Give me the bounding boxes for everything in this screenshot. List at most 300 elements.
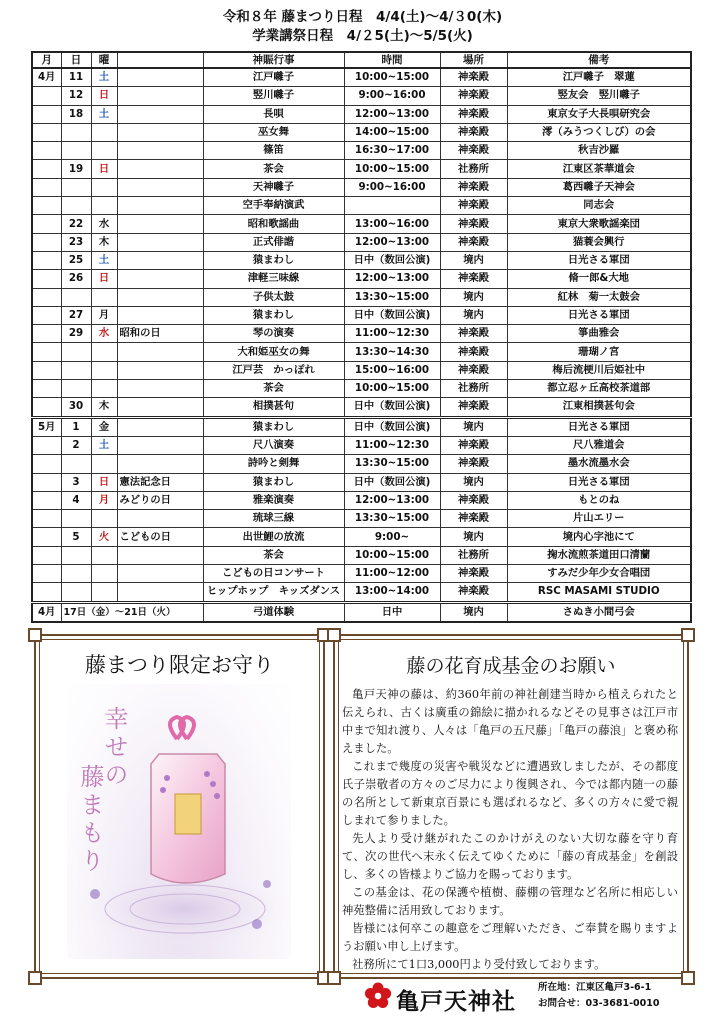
time-cell: 9:00~16:00	[344, 178, 440, 196]
column-header: 備考	[507, 52, 691, 68]
month-cell	[32, 565, 61, 583]
holiday-cell	[117, 123, 203, 141]
plum-crest-icon	[364, 982, 392, 1010]
month-cell	[32, 361, 61, 379]
event-cell: 子供太鼓	[203, 288, 344, 306]
place-cell: 神楽殿	[440, 142, 507, 160]
weekday-cell: 月	[91, 306, 117, 324]
time-cell: 13:00~16:00	[344, 215, 440, 233]
weekday-cell	[91, 288, 117, 306]
table-row	[32, 160, 691, 178]
gakugyo-festival-schedule-title: 学業講祭日程 4/２5(土)～5/5(火)	[252, 28, 473, 44]
month-cell	[32, 215, 61, 233]
holiday-cell	[117, 398, 203, 417]
time-cell: 11:00~12:30	[344, 436, 440, 454]
time-cell: 15:00~16:00	[344, 361, 440, 379]
place-cell: 神楽殿	[440, 361, 507, 379]
day-cell	[61, 380, 91, 398]
fund-paragraph: 皆様には何卒この趣意をご理解いただき、ご奉賛を賜りますようお願い申し上げます。	[342, 922, 678, 953]
note-cell: 日光さる軍団	[507, 306, 691, 324]
table-row	[32, 197, 691, 215]
day-cell	[61, 361, 91, 379]
holiday-cell	[117, 288, 203, 306]
table-row	[32, 380, 691, 398]
day-cell	[61, 510, 91, 528]
table-row	[32, 270, 691, 288]
note-cell: すみだ少年少女合唱団	[507, 565, 691, 583]
holiday-cell	[117, 436, 203, 454]
time-cell: 9:00~16:00	[344, 87, 440, 105]
month-cell	[32, 105, 61, 123]
day-cell: 18	[61, 105, 91, 123]
time-cell: 12:00~13:00	[344, 270, 440, 288]
place-cell: 神楽殿	[440, 455, 507, 473]
event-cell: 猿まわし	[203, 251, 344, 269]
event-cell: 津軽三味線	[203, 270, 344, 288]
event-cell: 弓道体験	[203, 602, 344, 622]
holiday-cell: 昭和の日	[117, 325, 203, 343]
day-cell: 29	[61, 325, 91, 343]
note-cell: 脩一郎&大地	[507, 270, 691, 288]
weekday-cell	[91, 380, 117, 398]
day-cell	[61, 123, 91, 141]
holiday-cell	[117, 361, 203, 379]
fund-paragraph: 社務所にて1口3,000円より受付致しております。	[352, 958, 606, 971]
day-cell: 5	[61, 528, 91, 546]
time-cell: 日中（数回公演)	[344, 473, 440, 491]
note-cell: 東京大衆歌謡楽団	[507, 215, 691, 233]
holiday-cell: こどもの日	[117, 528, 203, 546]
month-cell	[32, 583, 61, 602]
place-cell: 境内	[440, 417, 507, 436]
holiday-cell	[117, 380, 203, 398]
holiday-cell	[117, 215, 203, 233]
table-row	[32, 343, 691, 361]
month-cell	[32, 473, 61, 491]
fund-body	[342, 686, 678, 974]
day-cell	[61, 197, 91, 215]
weekday-cell	[91, 583, 117, 602]
month-cell	[32, 510, 61, 528]
time-cell: 16:30~17:00	[344, 142, 440, 160]
day-cell	[61, 455, 91, 473]
omamori-photo	[67, 684, 291, 959]
day-cell	[61, 546, 91, 564]
event-cell: 詩吟と剣舞	[203, 455, 344, 473]
table-row	[32, 68, 691, 87]
place-cell: 神楽殿	[440, 215, 507, 233]
time-cell	[344, 197, 440, 215]
holiday-cell	[117, 142, 203, 160]
note-cell: 梅后流梗川后姫社中	[507, 361, 691, 379]
weekday-cell: 日	[91, 270, 117, 288]
weekday-cell	[91, 510, 117, 528]
column-header: 神賑行事	[203, 52, 344, 68]
table-row	[32, 178, 691, 196]
day-cell: 4	[61, 491, 91, 509]
page-header	[0, 8, 725, 46]
holiday-cell	[117, 583, 203, 602]
place-cell: 神楽殿	[440, 491, 507, 509]
table-row	[32, 436, 691, 454]
place-cell: 神楽殿	[440, 197, 507, 215]
note-cell: 葛西囃子天神会	[507, 178, 691, 196]
event-cell: 茶会	[203, 160, 344, 178]
omamori-title: 藤まつり限定お守り	[85, 653, 274, 677]
month-cell: 4月	[32, 68, 61, 87]
omamori-vertical-text-2: 藤まもり	[76, 764, 104, 876]
frame-corner	[28, 971, 42, 985]
holiday-cell	[117, 178, 203, 196]
holiday-cell	[117, 270, 203, 288]
weekday-cell: 金	[91, 417, 117, 436]
table-row-kyudo	[32, 602, 691, 622]
period-cell: 17日（金）～21日（火）	[61, 602, 203, 622]
month-cell: 5月	[32, 417, 61, 436]
schedule-table	[31, 51, 692, 623]
holiday-cell	[117, 546, 203, 564]
time-cell: 13:30~15:00	[344, 288, 440, 306]
weekday-cell: 日	[91, 160, 117, 178]
frame-corner	[681, 971, 695, 985]
day-cell: 23	[61, 233, 91, 251]
time-cell: 10:00~15:00	[344, 380, 440, 398]
day-cell: 30	[61, 398, 91, 417]
month-cell	[32, 380, 61, 398]
day-cell: 22	[61, 215, 91, 233]
column-header: 時間	[344, 52, 440, 68]
event-cell: 猿まわし	[203, 306, 344, 324]
day-cell	[61, 142, 91, 160]
place-cell: 社務所	[440, 160, 507, 178]
holiday-cell	[117, 105, 203, 123]
time-cell: 11:00~12:00	[344, 565, 440, 583]
time-cell: 12:00~13:00	[344, 233, 440, 251]
month-cell	[32, 123, 61, 141]
place-cell: 神楽殿	[440, 565, 507, 583]
table-row	[32, 398, 691, 417]
day-cell: 3	[61, 473, 91, 491]
holiday-cell	[117, 306, 203, 324]
place-cell: 境内	[440, 306, 507, 324]
column-header: 場所	[440, 52, 507, 68]
fund-paragraph: 先人より受け継がれたこのかけがえのない大切な藤を守り育て、次の世代へ末永く伝えてゆくために「藤の育成基金」を創設し、多くの皆様よりご協力を賜っております。	[342, 832, 678, 881]
table-row	[32, 546, 691, 564]
event-cell: 茶会	[203, 546, 344, 564]
day-cell: 25	[61, 251, 91, 269]
day-cell: 1	[61, 417, 91, 436]
time-cell: 9:00~	[344, 528, 440, 546]
column-header: 月	[32, 52, 61, 68]
table-row	[32, 251, 691, 269]
note-cell: 澪（みうつくしび）の会	[507, 123, 691, 141]
event-cell: 篠笛	[203, 142, 344, 160]
place-cell: 神楽殿	[440, 325, 507, 343]
note-cell: 同志会	[507, 197, 691, 215]
place-cell: 神楽殿	[440, 87, 507, 105]
time-cell: 日中	[344, 602, 440, 622]
frame-corner	[327, 971, 341, 985]
day-cell	[61, 343, 91, 361]
weekday-cell	[91, 142, 117, 160]
month-cell	[32, 160, 61, 178]
holiday-cell	[117, 160, 203, 178]
note-cell: 猫蓑会興行	[507, 233, 691, 251]
table-row	[32, 510, 691, 528]
weekday-cell	[91, 455, 117, 473]
frame-corner	[28, 628, 42, 642]
holiday-cell	[117, 251, 203, 269]
table-row	[32, 417, 691, 436]
note-cell: 紅林 菊一太鼓会	[507, 288, 691, 306]
table-row	[32, 491, 691, 509]
event-cell: 竪川囃子	[203, 87, 344, 105]
day-cell: 12	[61, 87, 91, 105]
note-cell: 東京女子大長唄研究会	[507, 105, 691, 123]
holiday-cell	[117, 417, 203, 436]
fund-paragraph: 亀戸天神の藤は、約360年前の神社創建当時から植えられたと伝えられ、古くは廣重の錦絵に描かれるなどその見事さは江戸市中まで知れ渡り、人々は「亀戸の五尺藤」「亀戸の藤浪」と褒め称えました。	[342, 688, 678, 755]
month-cell	[32, 455, 61, 473]
note-cell: 墨水流墨水会	[507, 455, 691, 473]
event-cell: 猿まわし	[203, 473, 344, 491]
place-cell: 社務所	[440, 380, 507, 398]
table-row	[32, 306, 691, 324]
table-row	[32, 325, 691, 343]
day-cell: 2	[61, 436, 91, 454]
note-cell: 江戸囃子 翠蓮	[507, 68, 691, 87]
note-cell: RSC MASAMI STUDIO	[507, 583, 691, 602]
event-cell: 空手奉納演武	[203, 197, 344, 215]
event-cell: 正式俳諧	[203, 233, 344, 251]
event-cell: 雅楽演奏	[203, 491, 344, 509]
table-row	[32, 87, 691, 105]
holiday-cell: みどりの日	[117, 491, 203, 509]
column-header: 日	[61, 52, 91, 68]
place-cell: 神楽殿	[440, 398, 507, 417]
time-cell: 日中（数回公演)	[344, 417, 440, 436]
place-cell: 神楽殿	[440, 510, 507, 528]
table-row	[32, 565, 691, 583]
day-cell	[61, 583, 91, 602]
column-header	[117, 52, 203, 68]
note-cell: もとのね	[507, 491, 691, 509]
weekday-cell: 木	[91, 398, 117, 417]
note-cell: 日光さる軍団	[507, 473, 691, 491]
month-cell	[32, 528, 61, 546]
month-cell: 4月	[32, 602, 61, 622]
event-cell: こどもの日コンサート	[203, 565, 344, 583]
place-cell: 境内	[440, 288, 507, 306]
weekday-cell: 水	[91, 215, 117, 233]
place-cell: 神楽殿	[440, 583, 507, 602]
weekday-cell: 月	[91, 491, 117, 509]
day-cell	[61, 288, 91, 306]
time-cell: 10:00~15:00	[344, 546, 440, 564]
month-cell	[32, 270, 61, 288]
frame-corner	[681, 628, 695, 642]
event-cell: 江戸囃子	[203, 68, 344, 87]
fund-title: 藤の花育成基金のお願い	[406, 655, 616, 677]
table-row	[32, 142, 691, 160]
shrine-phone: お問合せ：03-3681-0010	[538, 998, 660, 1009]
time-cell: 13:00~14:00	[344, 583, 440, 602]
weekday-cell: 火	[91, 528, 117, 546]
weekday-cell	[91, 546, 117, 564]
note-cell: 日光さる軍団	[507, 417, 691, 436]
note-cell: 箏曲雅会	[507, 325, 691, 343]
frame-corner	[327, 628, 341, 642]
place-cell: 神楽殿	[440, 233, 507, 251]
holiday-cell	[117, 87, 203, 105]
weekday-cell: 木	[91, 233, 117, 251]
time-cell: 13:30~14:30	[344, 343, 440, 361]
time-cell: 13:30~15:00	[344, 510, 440, 528]
event-cell: ヒップホップ キッズダンス	[203, 583, 344, 602]
holiday-cell	[117, 455, 203, 473]
table-row	[32, 473, 691, 491]
weekday-cell	[91, 123, 117, 141]
month-cell	[32, 233, 61, 251]
place-cell: 境内	[440, 473, 507, 491]
time-cell: 日中（数回公演)	[344, 251, 440, 269]
event-cell: 尺八演奏	[203, 436, 344, 454]
weekday-cell: 日	[91, 473, 117, 491]
weekday-cell: 日	[91, 87, 117, 105]
table-row	[32, 361, 691, 379]
event-cell: 昭和歌謡曲	[203, 215, 344, 233]
place-cell: 神楽殿	[440, 123, 507, 141]
weekday-cell	[91, 361, 117, 379]
note-cell: 日光さる軍団	[507, 251, 691, 269]
table-row	[32, 288, 691, 306]
place-cell: 神楽殿	[440, 178, 507, 196]
note-cell: 掬水流煎茶道田口清蘭	[507, 546, 691, 564]
day-cell: 27	[61, 306, 91, 324]
shrine-address: 所在地：江東区亀戸3-6-1	[538, 982, 652, 993]
event-cell: 相撲甚句	[203, 398, 344, 417]
event-cell: 出世鯉の放流	[203, 528, 344, 546]
month-cell	[32, 546, 61, 564]
table-row	[32, 233, 691, 251]
weekday-cell	[91, 197, 117, 215]
event-cell: 茶会	[203, 380, 344, 398]
day-cell	[61, 178, 91, 196]
note-cell: 秋吉沙羅	[507, 142, 691, 160]
time-cell: 日中（数回公演)	[344, 306, 440, 324]
place-cell: 神楽殿	[440, 105, 507, 123]
event-cell: 天神囃子	[203, 178, 344, 196]
place-cell: 神楽殿	[440, 68, 507, 87]
place-cell: 社務所	[440, 546, 507, 564]
shrine-contact-info	[538, 980, 660, 1012]
column-header: 曜	[91, 52, 117, 68]
table-row	[32, 123, 691, 141]
weekday-cell	[91, 565, 117, 583]
place-cell: 神楽殿	[440, 270, 507, 288]
weekday-cell	[91, 343, 117, 361]
event-cell: 琉球三線	[203, 510, 344, 528]
day-cell: 26	[61, 270, 91, 288]
time-cell: 日中（数回公演)	[344, 398, 440, 417]
omamori-vertical-text-1: 幸せの	[100, 706, 128, 790]
table-row	[32, 528, 691, 546]
month-cell	[32, 178, 61, 196]
weekday-cell: 土	[91, 68, 117, 87]
time-cell: 14:00~15:00	[344, 123, 440, 141]
month-cell	[32, 306, 61, 324]
weekday-cell	[91, 178, 117, 196]
month-cell	[32, 197, 61, 215]
month-cell	[32, 87, 61, 105]
fund-paragraph: これまで幾度の災害や戦災などに遭遇致しましたが、その都度氏子崇敬者の方々のご尽力により復興され、今では都内随一の藤の名所として新東京百景にも選ばれるなど、多くの方々に愛で親しまれて参りました。	[342, 760, 678, 827]
day-cell	[61, 565, 91, 583]
month-cell	[32, 142, 61, 160]
time-cell: 11:00~12:30	[344, 325, 440, 343]
month-cell	[32, 251, 61, 269]
note-cell: 珊瑚ノ宮	[507, 343, 691, 361]
month-cell	[32, 288, 61, 306]
place-cell: 境内	[440, 251, 507, 269]
month-cell	[32, 325, 61, 343]
day-cell: 11	[61, 68, 91, 87]
note-cell: 尺八雅道会	[507, 436, 691, 454]
holiday-cell	[117, 565, 203, 583]
holiday-cell	[117, 68, 203, 87]
fuji-festival-schedule-title: 令和８年 藤まつり日程 4/4(土)～4/３0(木)	[222, 9, 503, 25]
place-cell: 境内	[440, 602, 507, 622]
holiday-cell: 憲法記念日	[117, 473, 203, 491]
place-cell: 神楽殿	[440, 436, 507, 454]
note-cell: 境内心字池にて	[507, 528, 691, 546]
month-cell	[32, 436, 61, 454]
month-cell	[32, 398, 61, 417]
weekday-cell: 土	[91, 251, 117, 269]
table-header-row	[32, 52, 691, 68]
day-cell: 19	[61, 160, 91, 178]
place-cell: 境内	[440, 528, 507, 546]
time-cell: 12:00~13:00	[344, 105, 440, 123]
table-row	[32, 455, 691, 473]
note-cell: 都立忍ヶ丘高校茶道部	[507, 380, 691, 398]
table-row	[32, 105, 691, 123]
time-cell: 10:00~15:00	[344, 160, 440, 178]
note-cell: 江東区茶華道会	[507, 160, 691, 178]
note-cell: さぬき小間弓会	[507, 602, 691, 622]
note-cell: 竪友会 竪川囃子	[507, 87, 691, 105]
holiday-cell	[117, 510, 203, 528]
table-row	[32, 215, 691, 233]
event-cell: 江戸芸 かっぽれ	[203, 361, 344, 379]
event-cell: 大和姫巫女の舞	[203, 343, 344, 361]
place-cell: 神楽殿	[440, 343, 507, 361]
event-cell: 琴の演奏	[203, 325, 344, 343]
weekday-cell: 土	[91, 105, 117, 123]
time-cell: 12:00~13:00	[344, 491, 440, 509]
weekday-cell: 水	[91, 325, 117, 343]
holiday-cell	[117, 197, 203, 215]
holiday-cell	[117, 343, 203, 361]
event-cell: 猿まわし	[203, 417, 344, 436]
holiday-cell	[117, 233, 203, 251]
table-body	[32, 68, 691, 622]
time-cell: 13:30~15:00	[344, 455, 440, 473]
event-cell: 巫女舞	[203, 123, 344, 141]
event-cell: 長唄	[203, 105, 344, 123]
month-cell	[32, 491, 61, 509]
table-row	[32, 583, 691, 602]
note-cell: 江東相撲甚句会	[507, 398, 691, 417]
shrine-name: 亀戸天神社	[396, 988, 516, 1015]
